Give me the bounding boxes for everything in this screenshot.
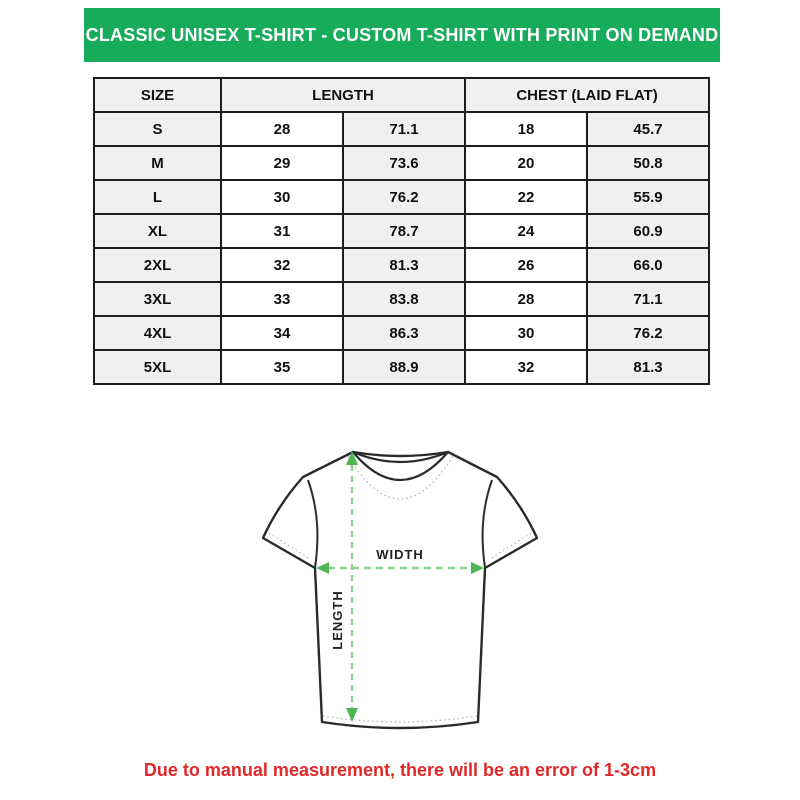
size-cell: L bbox=[94, 180, 221, 214]
header-size: SIZE bbox=[94, 78, 221, 112]
table-row bbox=[94, 146, 709, 180]
chest-in-cell: 20 bbox=[465, 146, 587, 180]
size-cell: 3XL bbox=[94, 282, 221, 316]
length-cm-cell: 71.1 bbox=[343, 112, 465, 146]
table-row bbox=[94, 350, 709, 384]
size-chart-table-wrap bbox=[93, 77, 710, 385]
length-cm-cell: 83.8 bbox=[343, 282, 465, 316]
length-in-cell: 34 bbox=[221, 316, 343, 350]
length-in-cell: 28 bbox=[221, 112, 343, 146]
table-body bbox=[94, 112, 709, 384]
table-row bbox=[94, 180, 709, 214]
chest-cm-cell: 45.7 bbox=[587, 112, 709, 146]
length-cm-cell: 86.3 bbox=[343, 316, 465, 350]
table-row bbox=[94, 248, 709, 282]
length-cm-cell: 73.6 bbox=[343, 146, 465, 180]
size-cell: 2XL bbox=[94, 248, 221, 282]
size-cell: M bbox=[94, 146, 221, 180]
chest-cm-cell: 76.2 bbox=[587, 316, 709, 350]
length-cm-cell: 88.9 bbox=[343, 350, 465, 384]
chest-cm-cell: 60.9 bbox=[587, 214, 709, 248]
chest-in-cell: 24 bbox=[465, 214, 587, 248]
chest-in-cell: 18 bbox=[465, 112, 587, 146]
length-cm-cell: 78.7 bbox=[343, 214, 465, 248]
length-in-cell: 31 bbox=[221, 214, 343, 248]
chest-in-cell: 32 bbox=[465, 350, 587, 384]
title-banner bbox=[84, 8, 720, 62]
chest-cm-cell: 55.9 bbox=[587, 180, 709, 214]
size-cell: 4XL bbox=[94, 316, 221, 350]
measurement-note: Due to manual measurement, there will be an error of 1-3cm bbox=[143, 760, 657, 780]
chest-in-cell: 22 bbox=[465, 180, 587, 214]
tshirt-diagram bbox=[250, 435, 550, 745]
table-header-row bbox=[94, 78, 709, 112]
length-in-cell: 35 bbox=[221, 350, 343, 384]
table-row bbox=[94, 214, 709, 248]
tshirt-outline bbox=[263, 452, 537, 728]
page-title: CLASSIC UNISEX T-SHIRT - CUSTOM T-SHIRT WITH PRINT ON DEMAND bbox=[85, 24, 719, 45]
header-chest: CHEST (LAID FLAT) bbox=[465, 78, 709, 112]
length-in-cell: 33 bbox=[221, 282, 343, 316]
size-chart-table bbox=[93, 77, 710, 385]
chest-in-cell: 30 bbox=[465, 316, 587, 350]
table-row bbox=[94, 282, 709, 316]
width-label: WIDTH bbox=[376, 547, 424, 562]
size-cell: S bbox=[94, 112, 221, 146]
length-in-cell: 30 bbox=[221, 180, 343, 214]
size-cell: 5XL bbox=[94, 350, 221, 384]
length-cm-cell: 76.2 bbox=[343, 180, 465, 214]
chest-in-cell: 28 bbox=[465, 282, 587, 316]
chest-cm-cell: 66.0 bbox=[587, 248, 709, 282]
table-row bbox=[94, 112, 709, 146]
header-length: LENGTH bbox=[221, 78, 465, 112]
table-row bbox=[94, 316, 709, 350]
length-in-cell: 32 bbox=[221, 248, 343, 282]
chest-in-cell: 26 bbox=[465, 248, 587, 282]
length-in-cell: 29 bbox=[221, 146, 343, 180]
chest-cm-cell: 71.1 bbox=[587, 282, 709, 316]
length-label: LENGTH bbox=[330, 590, 345, 650]
length-cm-cell: 81.3 bbox=[343, 248, 465, 282]
size-cell: XL bbox=[94, 214, 221, 248]
chest-cm-cell: 50.8 bbox=[587, 146, 709, 180]
chest-cm-cell: 81.3 bbox=[587, 350, 709, 384]
